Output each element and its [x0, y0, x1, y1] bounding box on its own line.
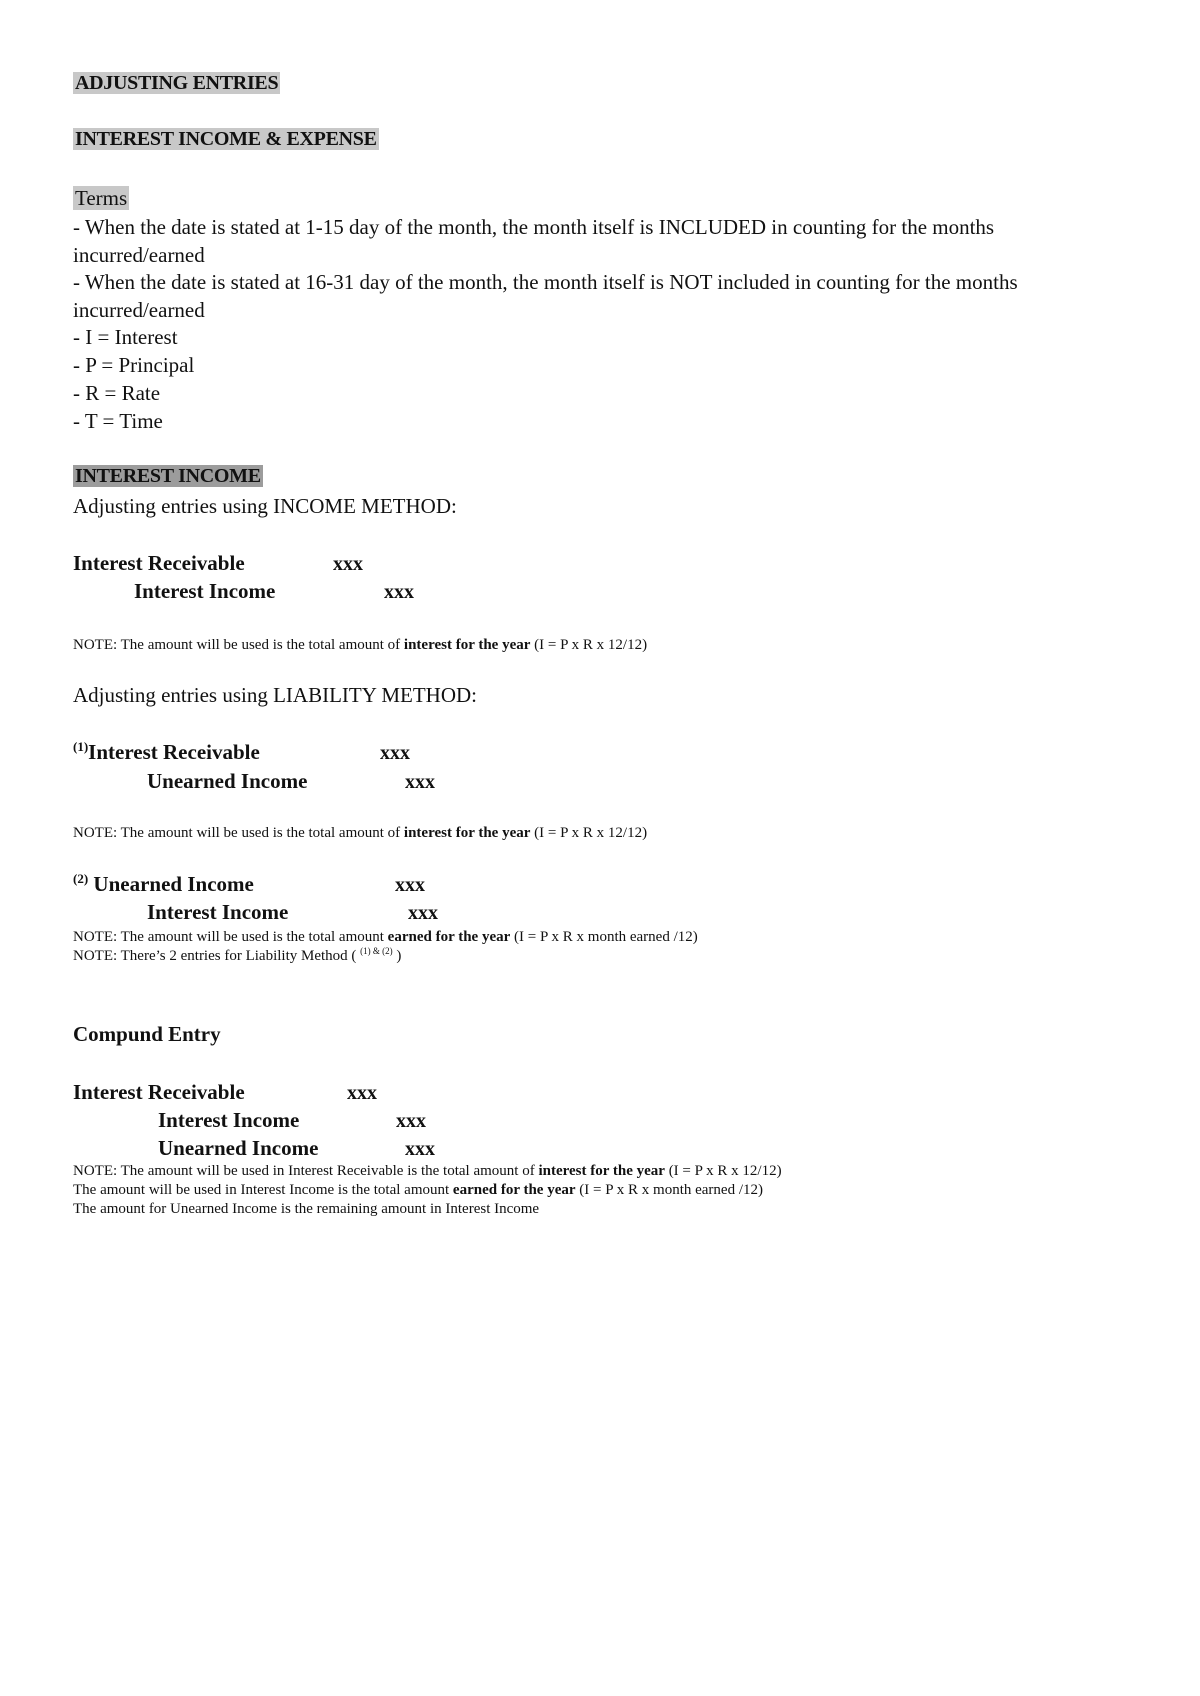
compound-credit2-amount: xxx — [405, 1138, 435, 1160]
term-item-1: - When the date is stated at 1-15 day of the month, the month itself is INCLUDED in counting for the months incurred/earned — [73, 215, 995, 267]
heading-interest-income: INTEREST INCOME — [75, 465, 261, 487]
entry-marker-2: (2) — [73, 871, 89, 886]
income-credit-account: Interest Income — [134, 579, 276, 603]
liability-entry2-credit-amount: xxx — [408, 902, 438, 924]
liability-entry1-credit: Unearned Income — [147, 769, 308, 793]
liability-entry2-credit: Interest Income — [147, 900, 289, 924]
liability-entry1-debit-amount: xxx — [380, 742, 410, 764]
income-debit-amount: xxx — [333, 553, 363, 575]
term-item-2: - When the date is stated at 16-31 day of the month, the month itself is NOT included in counting for the months incurred/earned — [73, 270, 1018, 322]
liability-method-intro: Adjusting entries using LIABILITY METHOD: — [73, 683, 478, 707]
income-debit-account: Interest Receivable — [73, 551, 245, 575]
compound-credit1-account: Interest Income — [158, 1108, 300, 1132]
income-credit-amount: xxx — [384, 581, 414, 603]
liability-entry2-debit: $^{(2)}$ Unearned Income — [73, 871, 254, 896]
compound-note-1: NOTE: The amount will be used in Interest Receivable is the total amount of interest for the year (I = P x R x 12/12) — [73, 1163, 782, 1179]
entry-marker-1: (1) — [73, 739, 89, 754]
income-method-note: NOTE: The amount will be used is the total amount of interest for the year (I = P x R x 12/12) — [73, 637, 648, 653]
compound-note-2: The amount will be used in Interest Income is the total amount earned for the year (I = P x R x month earned /12) — [73, 1182, 763, 1198]
compound-debit-amount: xxx — [347, 1082, 377, 1104]
heading-compound-entry: Compund Entry — [73, 1022, 221, 1046]
income-method-intro: Adjusting entries using INCOME METHOD: — [73, 494, 457, 518]
term-item-3: - I = Interest — [73, 325, 178, 349]
heading-terms: Terms — [75, 186, 128, 210]
heading-interest-income-expense: INTEREST INCOME & EXPENSE — [75, 128, 377, 150]
liability-entry1-debit: $^{(1)}$Interest Receivable — [73, 739, 260, 764]
compound-debit-account: Interest Receivable — [73, 1080, 245, 1104]
liability-method-note: NOTE: There’s 2 entries for Liability Method ( $^{(1) \& (2)}$ ) — [73, 946, 402, 964]
term-item-5: - R = Rate — [73, 381, 161, 405]
liability-entry1-note: NOTE: The amount will be used is the total amount of interest for the year (I = P x R x 12/12) — [73, 825, 648, 841]
liability-entry2-note: NOTE: The amount will be used is the total amount earned for the year (I = P x R x month earned /12) — [73, 929, 698, 945]
compound-credit2-account: Unearned Income — [158, 1136, 319, 1160]
term-item-6: - T = Time — [73, 409, 163, 433]
liability-entry2-debit-amount: xxx — [395, 874, 425, 896]
compound-credit1-amount: xxx — [396, 1110, 426, 1132]
term-item-4: - P = Principal — [73, 353, 195, 377]
compound-note-3: The amount for Unearned Income is the remaining amount in Interest Income — [73, 1201, 540, 1217]
heading-adjusting-entries: ADJUSTING ENTRIES — [75, 72, 279, 94]
liability-entry1-credit-amount: xxx — [405, 771, 435, 793]
